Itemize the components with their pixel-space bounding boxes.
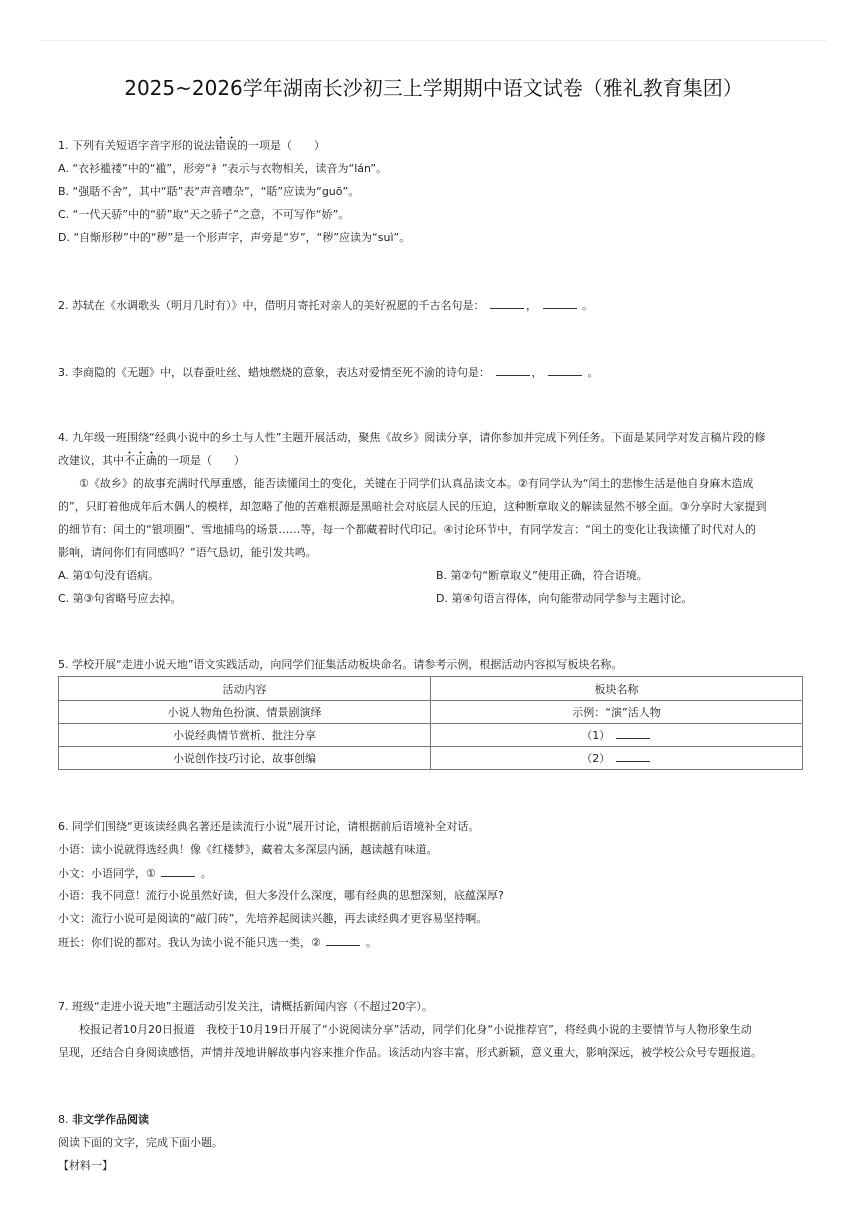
q5-answer-label-1: （1） [581, 729, 611, 742]
q6-dialog-line-2 [58, 865, 212, 882]
q4-option-c: C. 第③句省略号应去掉。 [58, 592, 182, 605]
q4-stem-line-1: 4. 九年级一班围绕“经典小说中的乡土与人性”主题开展活动，聚焦《故乡》阅读分享，请你参加并完成下列任务。下面是某同学对发言稿片段的修 [58, 431, 766, 444]
page-title: 2025~2026学年湖南长沙初三上学期期中语文试卷（雅礼教育集团） [124, 76, 743, 100]
q1-option-c: C. “一代天骄”中的“骄”取“天之骄子”之意，不可写作“娇”。 [58, 208, 350, 221]
q8-number: 8. [58, 1113, 69, 1126]
q4-passage-line-4: 影响，请问你们有同感吗？”语气恳切，能引发共鸣。 [58, 546, 317, 559]
q1-option-a: A. “衣衫褴褛”中的“褴”，形旁“衤”表示与衣物相关，读音为“lán”。 [58, 162, 388, 175]
q8-heading [58, 1112, 149, 1128]
table-cell: 小说人物角色扮演、情景剧演绎 [59, 701, 431, 724]
q4-option-a: A. 第①句没有语病。 [58, 569, 160, 582]
q6-line-5-end: 。 [365, 936, 377, 949]
q6-dialog-line-5 [58, 934, 377, 951]
q6-line-2-end: 。 [200, 867, 212, 880]
q3-blank-2[interactable] [548, 364, 582, 376]
table-cell: 示例：“演”活人物 [431, 701, 803, 724]
q5-blank-1[interactable] [616, 727, 650, 739]
table-cell: 小说创作技巧讨论、故事创编 [59, 747, 431, 770]
table-row [59, 747, 803, 770]
q2-blank-1[interactable] [490, 297, 524, 309]
q2-blank-2[interactable] [543, 297, 577, 309]
q3-blank-1[interactable] [496, 364, 530, 376]
q4-stem-text: 改建议，其中 [58, 454, 124, 467]
q2-text: 2. 苏轼在《水调歌头（明月几时有）》中，借明月寄托对亲人的美好祝愿的千古名句是： [58, 299, 485, 312]
q5-answer-label-2: （2） [581, 752, 611, 765]
q3-text: 3. 李商隐的《无题》中，以春蚕吐丝、蜡烛燃烧的意象，表达对爱情至死不渝的诗句是： [58, 366, 490, 379]
q1-stem [58, 138, 325, 154]
q6-line-2-text: 小文：小语同学，① [58, 867, 156, 880]
q1-emphasis-word: 错误 [215, 139, 237, 152]
q2-stem [58, 297, 593, 314]
q3-stem [58, 364, 599, 381]
q1-stem-text: 1. 下列有关短语字音字形的说法 [58, 139, 215, 152]
q2-separator: ， [526, 299, 537, 312]
q3-separator: ， [531, 366, 543, 379]
q8-instruction: 阅读下面的文字，完成下面小题。 [58, 1136, 223, 1149]
q5-blank-2[interactable] [616, 750, 650, 762]
q6-blank-2[interactable] [326, 934, 360, 946]
table-cell [431, 747, 803, 770]
q4-option-d: D. 第④句语言得体，向句能带动同学参与主题讨论。 [436, 592, 693, 605]
q4-passage-line-1: ①《故乡》的故事充满时代厚重感，能否读懂闰土的变化，关键在于同学们认真品读文本。②有同学认为“闰土的悲惨生活是他自身麻木造成 [79, 477, 754, 490]
q3-end: 。 [587, 366, 599, 379]
q8-heading-text: 非文学作品阅读 [72, 1113, 149, 1126]
q1-option-d: D. “自惭形秽”中的“秽”是一个形声字，声旁是“岁”，“秽”应读为“suì”。 [58, 231, 411, 244]
q5-table [58, 676, 803, 770]
q1-stem-tail: 的一项是（ ） [237, 139, 325, 152]
q1-option-b: B. “强聒不舍”，其中“聒”表“声音嘈杂”，“聒”应读为“guō”。 [58, 185, 360, 198]
table-row [59, 724, 803, 747]
top-divider [40, 40, 827, 41]
q4-passage-line-3: 的细节有：闰土的“银项圈”、雪地捕鸟的场景……等，每一个都藏着时代印记。④讨论环节中，有同学发言：“闰土的变化让我读懂了时代对人的 [58, 523, 756, 536]
q4-stem-tail: 的一项是（ ） [157, 454, 245, 467]
table-cell: 小说经典情节赏析、批注分享 [59, 724, 431, 747]
q6-dialog-line-4: 小文：流行小说可是阅读的“敲门砖”，先培养起阅读兴趣，再去读经典才更容易坚持啊。 [58, 912, 488, 925]
table-cell [431, 724, 803, 747]
q5-stem: 5. 学校开展“走进小说天地”语文实践活动，向同学们征集活动板块命名。请参考示例，根据活动内容拟写板块名称。 [58, 658, 623, 671]
q6-dialog-line-1: 小语：读小说就得选经典！像《红楼梦》，藏着太多深层内涵，越读越有味道。 [58, 843, 438, 856]
table-row [59, 701, 803, 724]
q7-stem: 7. 班级“走进小说天地”主题活动引发关注，请概括新闻内容（不超过20字）。 [58, 1000, 433, 1013]
table-header-cell: 板块名称 [431, 677, 803, 701]
q2-end: 。 [582, 299, 593, 312]
q4-stem-line-2 [58, 453, 245, 469]
q6-line-5-text: 班长：你们说的都对。我认为读小说不能只选一类，② [58, 936, 321, 949]
q7-news-line-1: 校报记者10月20日报道 我校于10月19日开展了“小说阅读分享”活动，同学们化身“小说推荐官”，将经典小说的主要情节与人物形象生动 [79, 1023, 752, 1036]
q6-blank-1[interactable] [161, 865, 195, 877]
q6-dialog-line-3: 小语：我不同意！流行小说虽然好读，但大多没什么深度，哪有经典的思想深刻，底蕴深厚? [58, 889, 504, 902]
q4-option-b: B. 第②句“断章取义”使用正确，符合语境。 [436, 569, 648, 582]
q6-stem: 6. 同学们围绕“更该读经典名著还是读流行小说”展开讨论，请根据前后语境补全对话。 [58, 820, 480, 833]
q4-passage-line-2: 的”，只盯着他成年后木偶人的模样，却忽略了他的苦难根源是黑暗社会对底层人民的压迫，这种断章取义的解读显然不够全面。③分享时大家提到 [58, 500, 767, 513]
table-header-row [59, 677, 803, 701]
table-header-cell: 活动内容 [59, 677, 431, 701]
q8-material-label: 【材料一】 [58, 1159, 113, 1172]
q7-news-line-2: 呈现，还结合自身阅读感悟，声情并茂地讲解故事内容来推介作品。该活动内容丰富，形式新颖，意义重大，影响深远，被学校公众号专题报道。 [58, 1046, 762, 1059]
q4-emphasis-word: 不正确 [124, 454, 157, 467]
